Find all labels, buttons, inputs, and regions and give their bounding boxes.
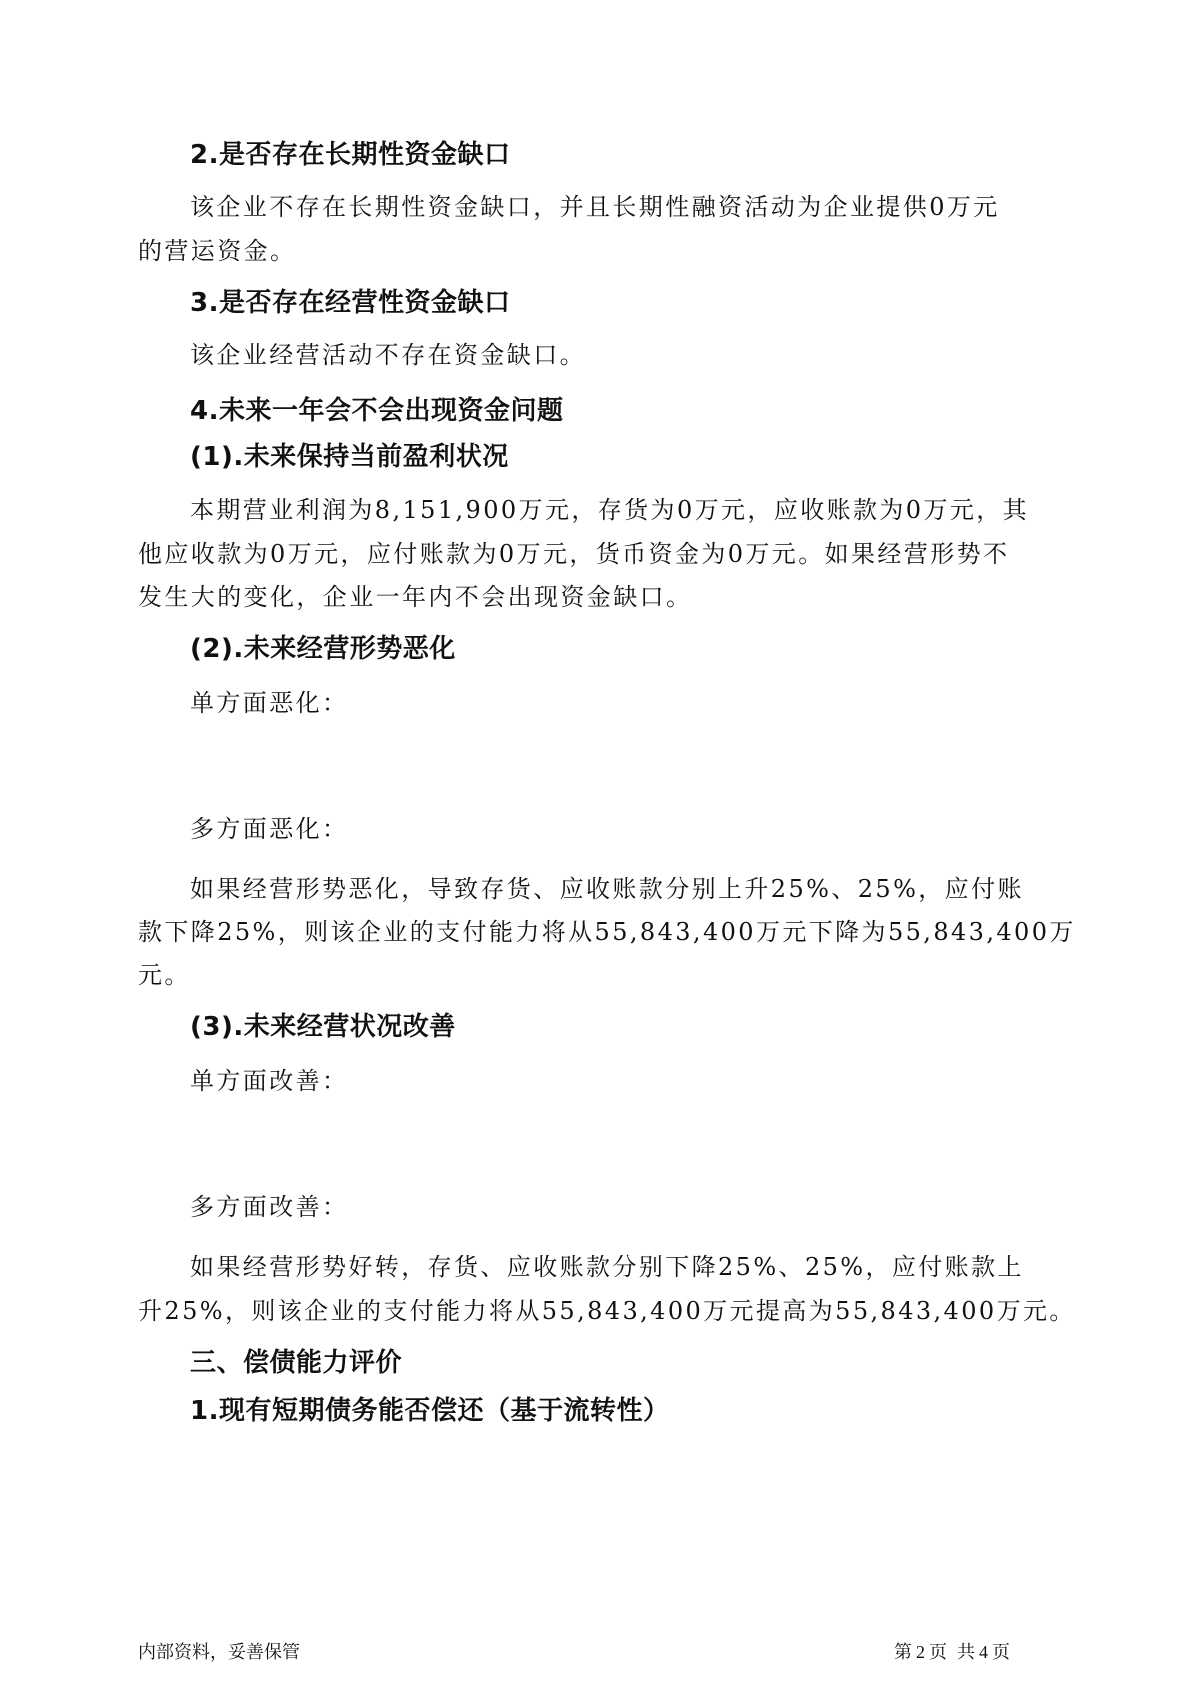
- subsection-2-text-line2: 款下降25%，则该企业的支付能力将从55,843,400万元下降为55,843,400万: [138, 918, 1076, 946]
- section-three-heading: 三、偿债能力评价: [190, 1348, 403, 1378]
- footer-total-prefix: 共: [957, 1642, 975, 1662]
- subsection-1-heading: (1).未来保持当前盈利状况: [190, 442, 509, 472]
- footer-total-unit: 页: [992, 1642, 1010, 1662]
- section-4-heading: 4.未来一年会不会出现资金问题: [190, 396, 564, 426]
- subsection-2-heading: (2).未来经营形势恶化: [190, 634, 456, 664]
- subsection-3-single-label: 单方面改善：: [190, 1067, 349, 1095]
- footer-confidential-note: 内部资料，妥善保管: [138, 1642, 300, 1662]
- footer-total-number: 4: [979, 1642, 988, 1662]
- footer-page-prefix: 第: [894, 1642, 912, 1662]
- section-2-text-line1: 该企业不存在长期性资金缺口，并且长期性融资活动为企业提供0万元: [190, 193, 1000, 221]
- subsection-2-text-line3: 元。: [138, 961, 191, 989]
- section-3-heading: 3.是否存在经营性资金缺口: [190, 288, 511, 318]
- subsection-1-text-line1: 本期营业利润为8,151,900万元，存货为0万元，应收账款为0万元，其: [190, 496, 1030, 524]
- section-2-text-line2: 的营运资金。: [138, 237, 297, 265]
- subsection-1-text-line2: 他应收款为0万元，应付账款为0万元，货币资金为0万元。如果经营形势不: [138, 540, 1010, 568]
- subsection-3-heading: (3).未来经营状况改善: [190, 1012, 456, 1042]
- subsection-3-text-line1: 如果经营形势好转，存货、应收账款分别下降25%、25%，应付账款上: [190, 1253, 1024, 1281]
- subsection-3-text-line2: 升25%，则该企业的支付能力将从55,843,400万元提高为55,843,400万元。: [138, 1297, 1076, 1325]
- section-3-text: 该企业经营活动不存在资金缺口。: [190, 341, 586, 369]
- footer-page-number: 2: [916, 1642, 925, 1662]
- subsection-2-single-label: 单方面恶化：: [190, 689, 349, 717]
- section-three-sub1-heading: 1.现有短期债务能否偿还（基于流转性）: [190, 1396, 670, 1426]
- section-2-heading: 2.是否存在长期性资金缺口: [190, 140, 511, 170]
- footer-page-indicator: [894, 1640, 1010, 1664]
- subsection-2-multi-label: 多方面恶化：: [190, 815, 349, 843]
- subsection-2-text-line1: 如果经营形势恶化，导致存货、应收账款分别上升25%、25%，应付账: [190, 875, 1024, 903]
- subsection-1-text-line3: 发生大的变化，企业一年内不会出现资金缺口。: [138, 583, 693, 611]
- footer-page-unit: 页: [929, 1642, 947, 1662]
- subsection-3-multi-label: 多方面改善：: [190, 1193, 349, 1221]
